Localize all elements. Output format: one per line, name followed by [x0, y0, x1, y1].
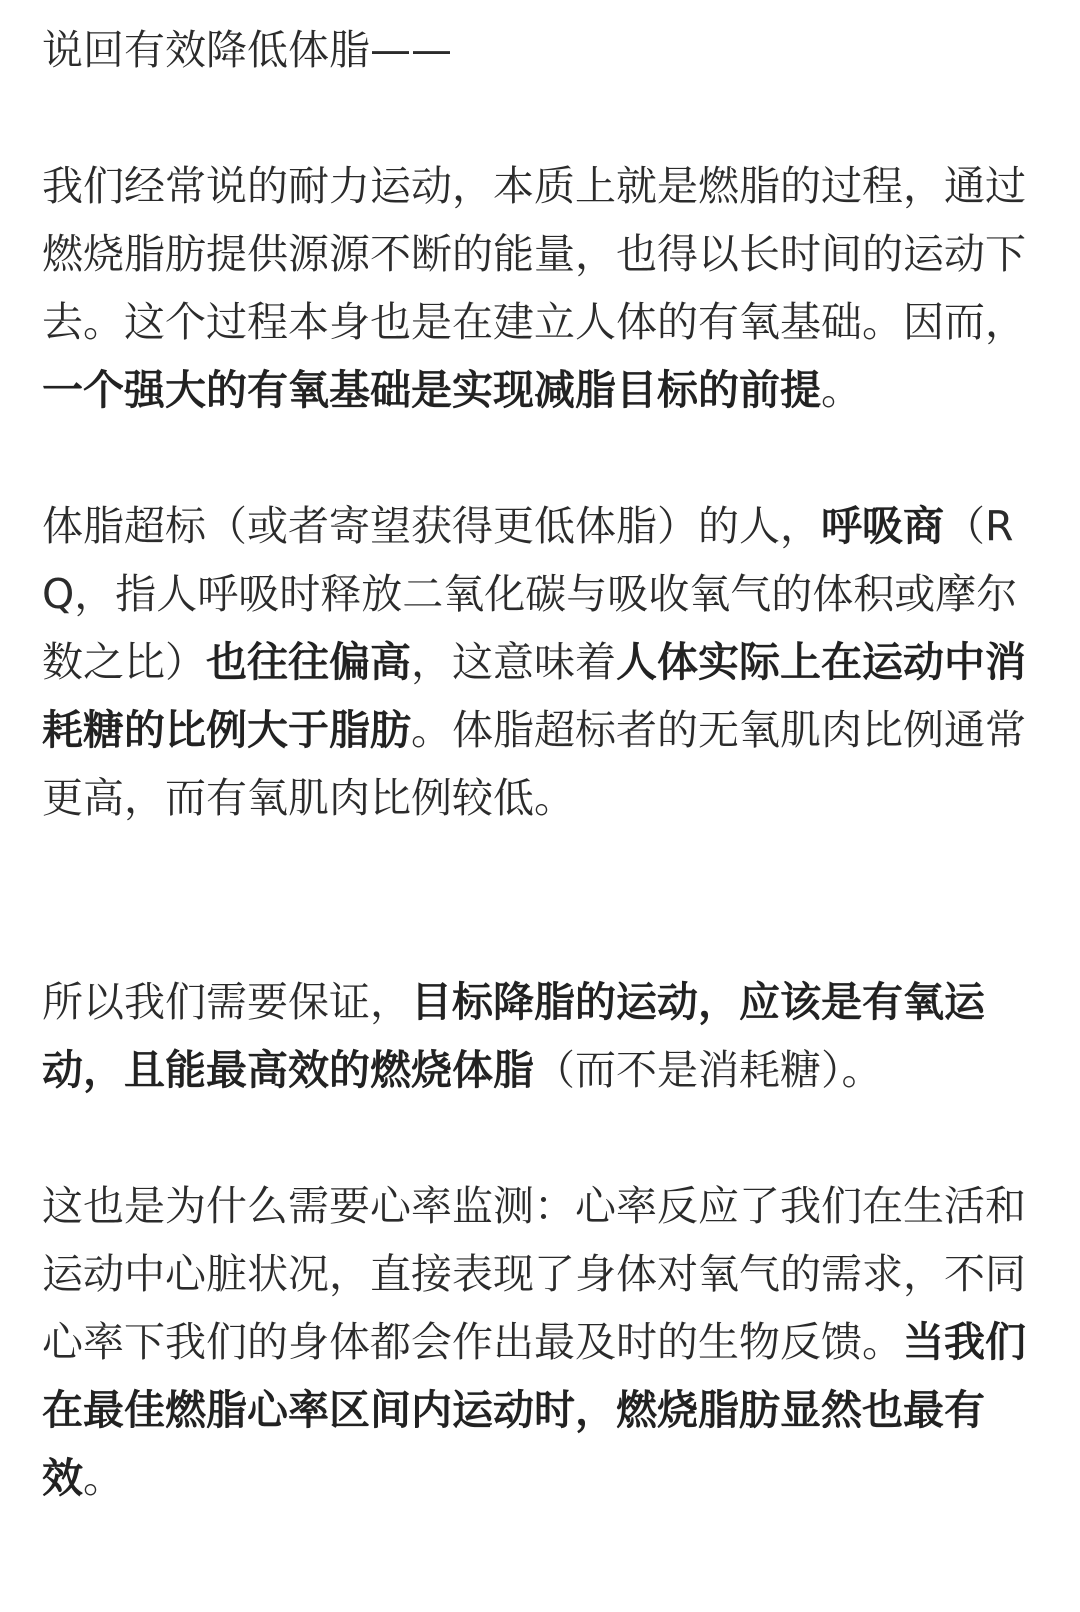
- section-heading: 说回有效降低体脂——: [42, 26, 452, 74]
- body-text: 。: [821, 366, 862, 414]
- emphasized-text: 也往往偏高: [206, 638, 411, 686]
- body-text: 。: [83, 1454, 124, 1502]
- body-text: （而不是消耗糖）。: [534, 1046, 883, 1094]
- paragraph-endurance: [42, 152, 1040, 424]
- emphasized-text: 一个强大的有氧基础是实现减脂目标的前提: [42, 366, 821, 414]
- emphasized-text: 人体实际上在运动中消耗糖的比例大于脂肪: [42, 638, 1026, 754]
- spacer: [42, 84, 1040, 152]
- body-text: 。体脂超标者的无氧肌肉比例通常更高，而有氧肌肉比例较低。: [42, 706, 1026, 822]
- spacer: [42, 424, 1040, 492]
- body-text: 所以我们需要保证，: [42, 978, 411, 1026]
- emphasized-text: 呼吸商: [821, 502, 944, 550]
- spacer: [42, 1104, 1040, 1172]
- body-text: 这也是为什么需要心率监测：心率反应了我们在生活和运动中心脏状况，直接表现了身体对氧气的需求，不同心率下我们的身体都会作出最及时的生物反馈。: [42, 1182, 1026, 1366]
- paragraph-respiratory-quotient: [42, 492, 1040, 832]
- paragraph-heart-rate: [42, 1172, 1040, 1512]
- body-text: 我们经常说的耐力运动，本质上就是燃脂的过程，通过燃烧脂肪提供源源不断的能量，也得以长时间的运动下去。这个过程本身也是在建立人体的有氧基础。因而，: [42, 162, 1026, 346]
- body-text: ，这意味着: [411, 638, 616, 686]
- emphasized-text: 目标降脂的运动，应该是有氧运动，且能最高效的燃烧体脂: [42, 978, 985, 1094]
- paragraph-aerobic-goal: [42, 968, 1040, 1104]
- body-text: 体脂超标（或者寄望获得更低体脂）的人，: [42, 502, 821, 550]
- spacer: [42, 832, 1040, 968]
- emphasized-text: 当我们在最佳燃脂心率区间内运动时，燃烧脂肪显然也最有效: [42, 1318, 1026, 1502]
- body-text: （RQ，指人呼吸时释放二氧化碳与吸收氧气的体积或摩尔数之比）: [42, 502, 1018, 686]
